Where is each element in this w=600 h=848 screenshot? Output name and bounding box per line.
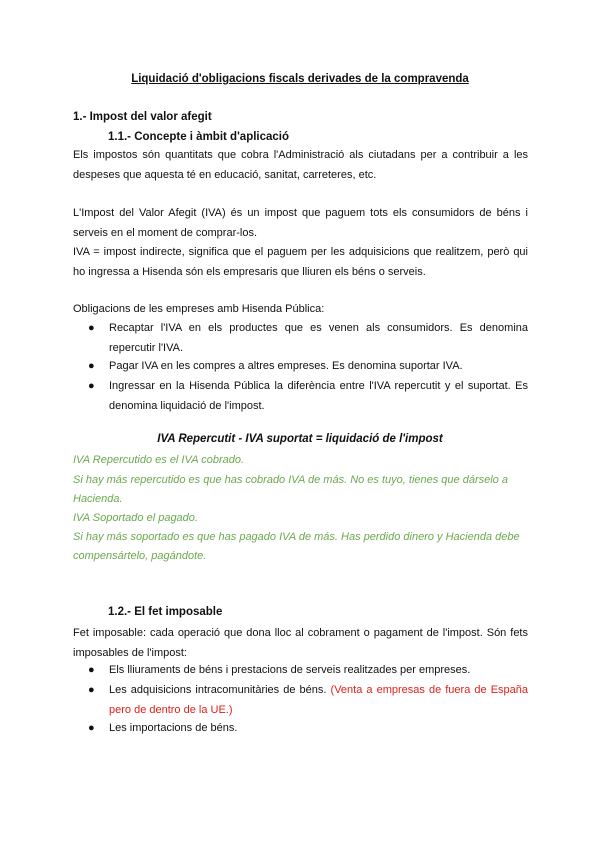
list-item [88,681,528,721]
note-repercutido: IVA Repercutido es el IVA cobrado. [73,454,245,466]
note-mas-soportado: Si hay más soportado es que has pagado IVA de más. Has perdido dinero y Hacienda debe compensártelo, pagándote. [73,531,520,562]
list-item-text [109,681,528,720]
note-soportado: IVA Soportado el pagado. [73,512,198,524]
subsection-heading-concepte: 1.1.- Concepte i àmbit d'aplicació [108,131,290,143]
bullet-icon: ● [88,360,95,372]
note-mas-repercutido: Si hay más repercutido es que has cobrado IVA de más. No es tuyo, tienes que dárselo a Hacienda. [73,474,508,505]
paragraph-fet-imposable: Fet imposable: cada operació que dona lloc al cobrament o pagament de l'impost. Són fets imposables de l'impost: [73,627,528,659]
list-item-text: Els lliuraments de béns i prestacions de serveis realitzades per empreses. [109,664,471,676]
document-title: Liquidació d'obligacions fiscals derivades de la compravenda [131,73,469,85]
list-item [88,719,528,739]
paragraph-impost-indirecte: IVA = impost indirecte, significa que el paguem per les adquisicions que realitzem, però qui ho ingressa a Hisenda són els empresaris que lliuren els béns o serveis. [73,246,528,278]
subsection-heading-fet-imposable: 1.2.- El fet imposable [108,606,223,618]
list-item [88,357,528,377]
iva-formula: IVA Repercutit - IVA suportat = liquidació de l'impost [157,433,443,445]
paragraph-impostos: Els impostos són quantitats que cobra l'Administració als ciutadans per a contribuir a les despeses que aquesta té en educació, sanitat, carreteres, etc. [73,149,528,181]
paragraph-obligacions: Obligacions de les empreses amb Hisenda Pública: [73,303,325,315]
section-heading-iva: 1.- Impost del valor afegit [73,111,212,123]
list-item [88,319,528,359]
paragraph-iva-definition: L'Impost del Valor Afegit (IVA) és un impost que paguem tots els consumidors de béns i serveis en el moment de comprar-los. [73,207,528,239]
list-item-text: Ingressar en la Hisenda Pública la diferència entre l'IVA repercutit y el suportat. Es denomina liquidació de l'impost. [109,380,528,412]
list-item-text: Les importacions de béns. [109,722,238,734]
eu-sale-note: (Venta a empresas de fuera de España pero de dentro de la UE.) [109,684,529,716]
bullet-icon: ● [88,322,95,334]
list-item [88,377,528,417]
list-item-text: Pagar IVA en les compres a altres empreses. Es denomina suportar IVA. [109,360,463,372]
list-item-main-text: Les adquisicions intracomunitàries de béns. [109,684,327,696]
bullet-icon: ● [88,684,95,696]
bullet-icon: ● [88,380,95,392]
bullet-icon: ● [88,664,95,676]
list-item [88,661,528,681]
list-item-text: Recaptar l'IVA en els productes que es venen als consumidors. Es denomina repercutir l'IVA. [109,322,528,354]
bullet-icon: ● [88,722,95,734]
